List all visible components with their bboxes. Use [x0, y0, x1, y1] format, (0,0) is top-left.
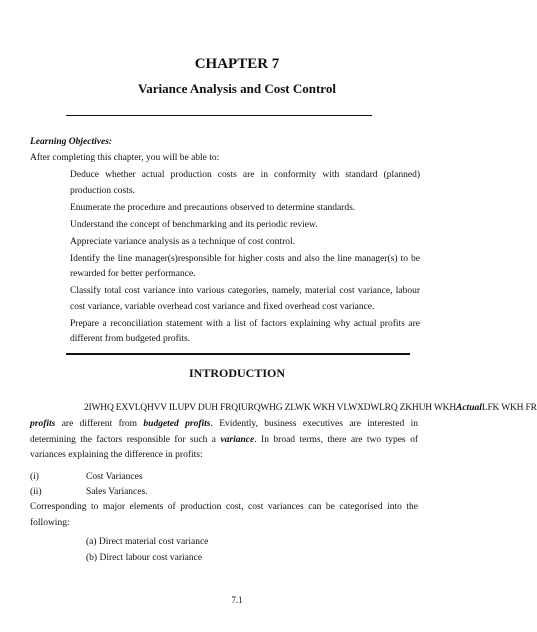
cost-variance-paragraph: Corresponding to major elements of production cost, cost variances can be categorised into the following:: [30, 502, 418, 528]
objective-item: Prepare a reconciliation statement with a list of factors explaining why actual profits are different from budgeted profits.: [70, 318, 420, 344]
cost-variance-item: (b) Direct labour cost variance: [86, 553, 203, 563]
profits-term: profits: [30, 419, 56, 429]
objective-item: Deduce whether actual production costs are in conformity with standard (planned) production costs.: [70, 170, 420, 196]
chapter-title: Variance Analysis and Cost Control: [138, 81, 336, 96]
variance-type-number: (ii): [30, 487, 42, 497]
variance-term: variance: [220, 434, 255, 445]
learning-objectives-intro: After completing this chapter, you will be able to:: [30, 153, 220, 163]
objective-item: Enumerate the procedure and precautions observed to determine standards.: [70, 202, 356, 213]
garbled-text: 2IWHQ EXVLQHVV ILUPV DUH FRQIURQWHG ZLWK WKH VLWXDWLRQ ZKHUH WKH: [84, 403, 456, 413]
garbled-tail: LFK WKH FR: [481, 403, 537, 413]
actual-term: Actual: [456, 403, 482, 413]
learning-objectives-list: [70, 168, 420, 349]
budgeted-profits-term: budgeted profits: [143, 419, 211, 429]
title-rule: [66, 115, 372, 116]
objective-item: Classify total cost variance into various categories, namely, material cost variance, labour cost variance, variable overhead cost variance and fixed overhead cost variance.: [70, 286, 420, 312]
objective-item: Understand the concept of benchmarking and its periodic review.: [70, 219, 318, 230]
variance-type-label: Cost Variances: [86, 472, 143, 482]
introduction-paragraph: [30, 417, 418, 464]
paragraph-text: are different from: [55, 419, 144, 429]
variance-type-number: (i): [30, 472, 39, 482]
objective-item: Identify the line manager(s)responsible for higher costs and also the line manager(s) to be rewarded for better performance.: [70, 253, 420, 279]
page-number: 7.1: [231, 595, 243, 605]
learning-objectives-heading: Learning Objectives:: [30, 137, 113, 147]
objective-item: Appreciate variance analysis as a technique of cost control.: [70, 236, 296, 247]
garbled-text-line: [84, 403, 537, 413]
variance-type-label: Sales Variances.: [86, 487, 148, 497]
cost-variance-item: (a) Direct material cost variance: [86, 537, 209, 547]
paragraph-text: . Evidently, business executives are interested in determining the factors responsible for such a: [30, 419, 418, 445]
paragraph-text: . In broad terms, there are two types of variances explaining the difference in profits:: [30, 434, 418, 460]
chapter-number: CHAPTER 7: [194, 56, 280, 72]
objectives-rule: [66, 353, 410, 355]
introduction-heading: INTRODUCTION: [188, 366, 285, 380]
